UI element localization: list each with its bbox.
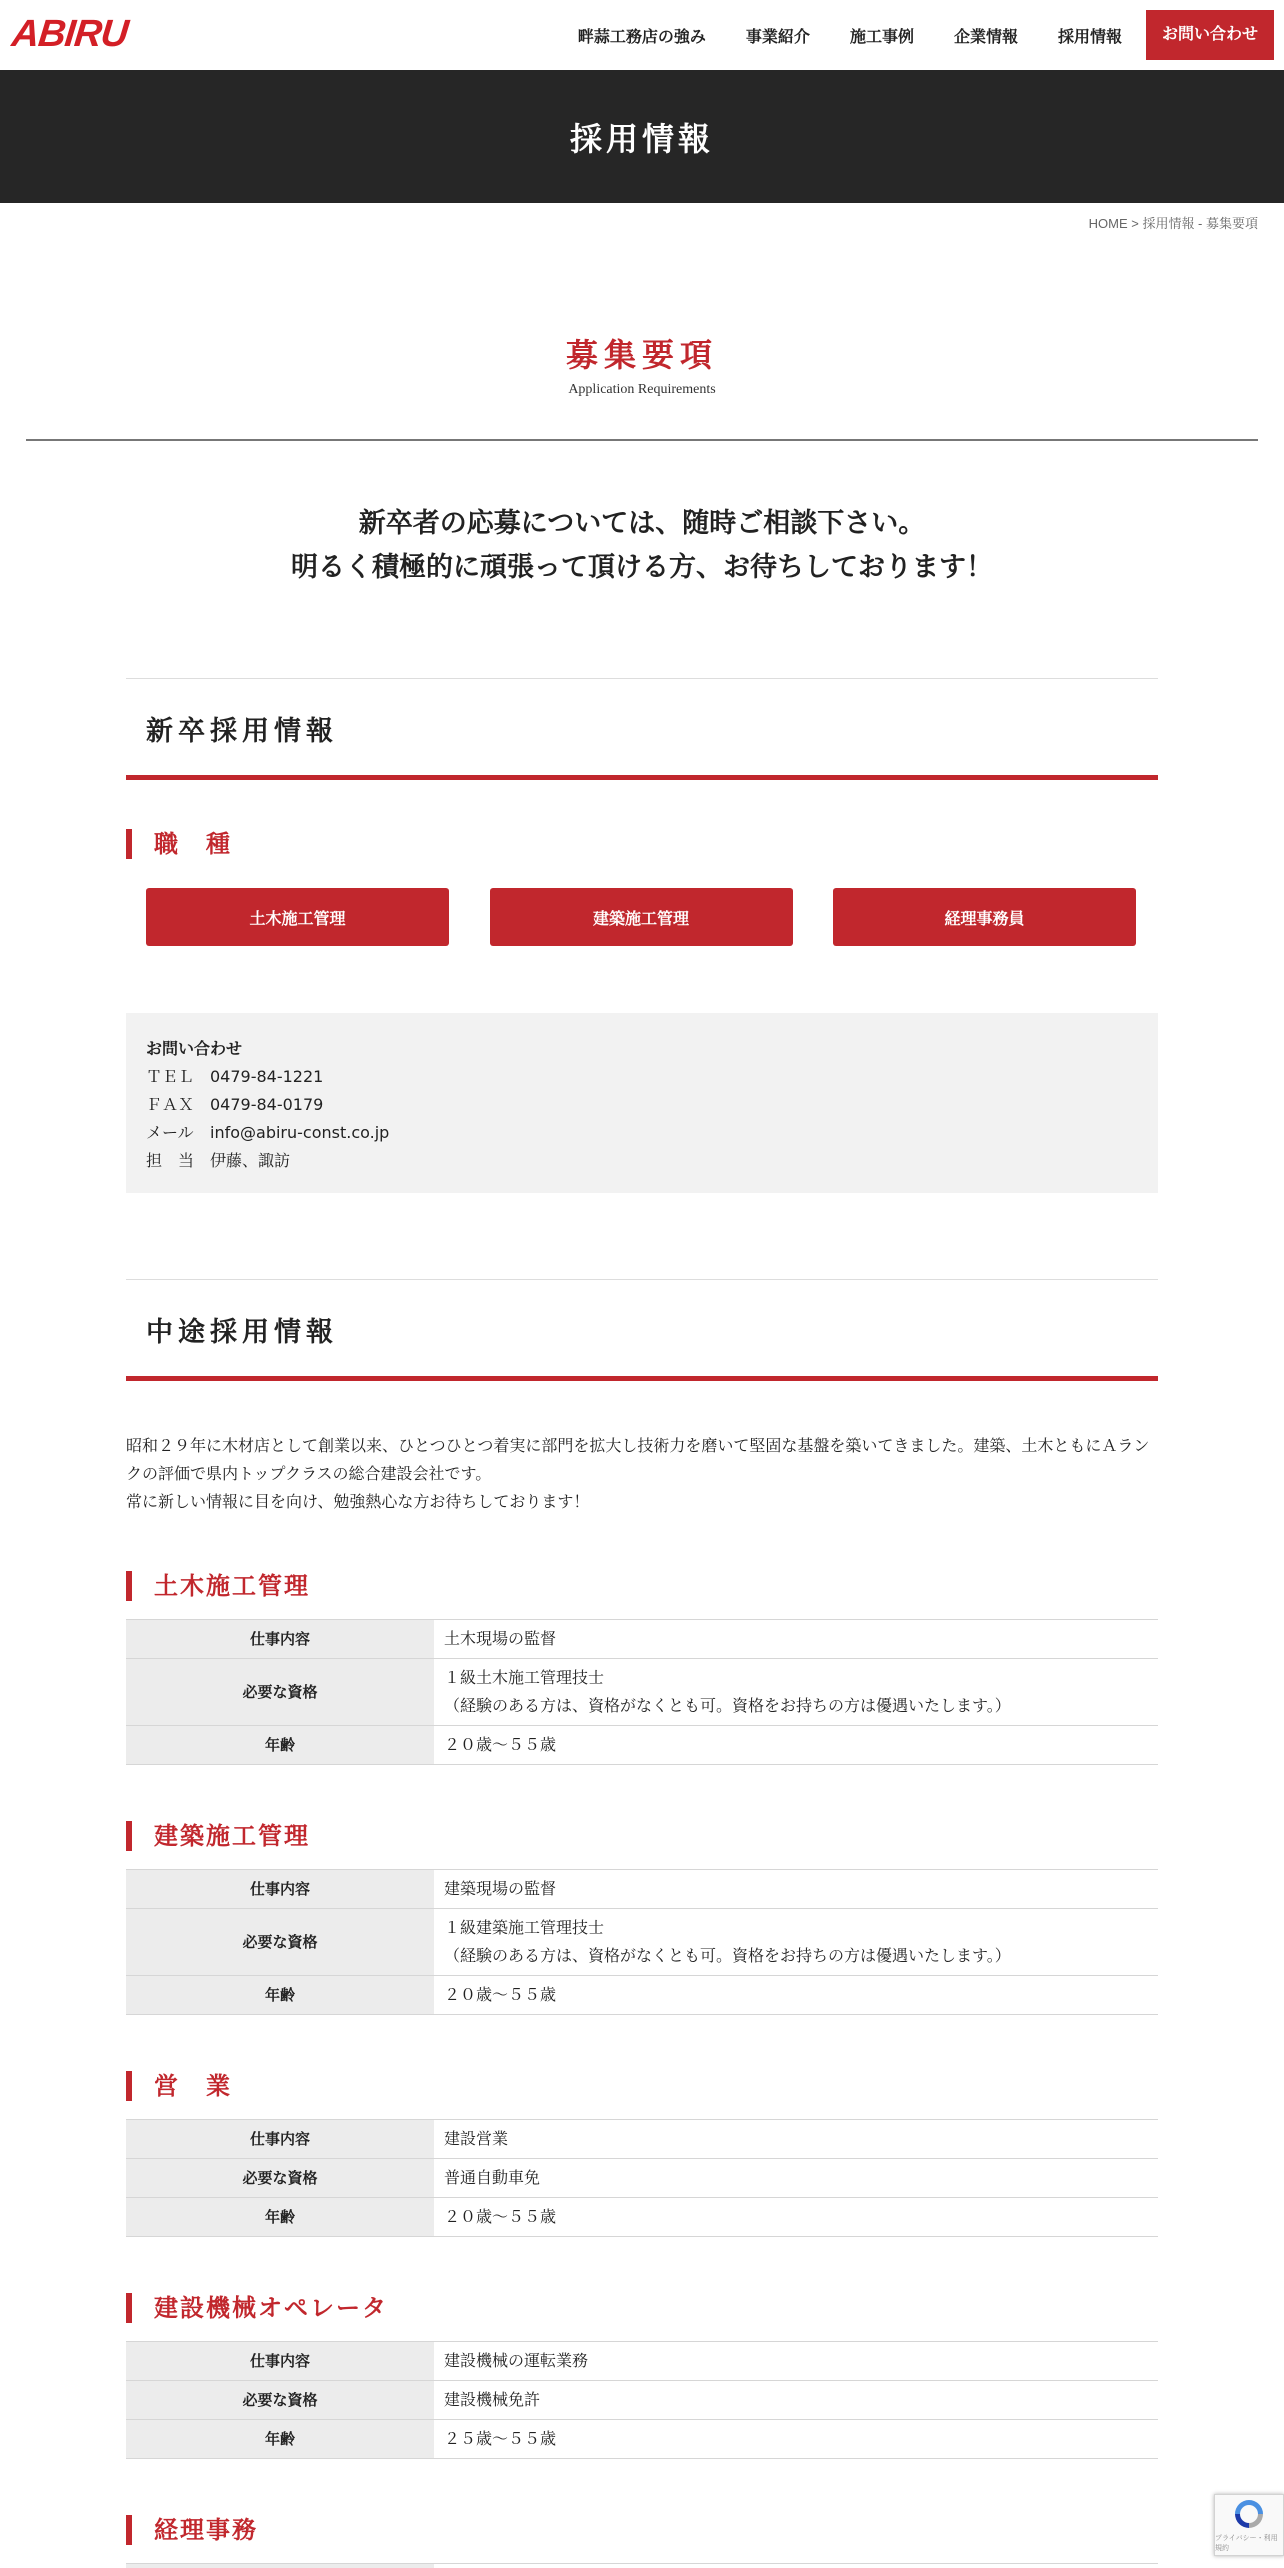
site-header (0, 0, 1284, 70)
section-divider (26, 439, 1258, 441)
position-heading-sales: 営 業 (126, 2071, 232, 2101)
contact-info-box (126, 1013, 1158, 1193)
table-row: 年齢 ２０歳〜５５歳 (126, 1726, 1158, 1765)
new-grad-heading: 新卒採用情報 (126, 678, 1158, 780)
requirements-table-building (126, 1869, 1158, 2015)
main-nav (538, 10, 1274, 60)
job-button-civil[interactable]: 土木施工管理 (146, 888, 449, 946)
table-row: 仕事内容 土木現場の監督 (126, 1620, 1158, 1659)
page-title: 採用情報 (569, 119, 714, 158)
contact-row-person: 担 当 伊藤、諏訪 (146, 1151, 291, 1170)
contact-row-tel: ＴＥＬ 0479-84-1221 (146, 1067, 324, 1086)
nav-item-business[interactable]: 事業紹介 (745, 28, 810, 46)
table-edge (126, 2563, 1158, 2568)
mid-career-intro: 昭和２９年に木材店として創業以来、ひとつひとつ着実に部門を拡大し技術力を磨いて堅固な基盤を築いてきました。建築、土木ともにＡランクの評価で県内トップクラスの総合建設会社です。 常に新しい情報に目を向け、勉強熱心な方お待ちしております！ (126, 1436, 1150, 1511)
requirements-table-sales (126, 2119, 1158, 2237)
nav-item-recruit[interactable]: 採用情報 (1057, 28, 1122, 46)
nav-item-strengths[interactable]: 畔蒜工務店の強み (577, 28, 706, 46)
nav-item-company[interactable]: 企業情報 (953, 28, 1018, 46)
table-row: 仕事内容 建築現場の監督 (126, 1870, 1158, 1909)
contact-email-link[interactable]: info@abiru-const.co.jp (210, 1123, 390, 1142)
section-title (0, 330, 1284, 398)
table-row: 年齢 ２０歳〜５５歳 (126, 2198, 1158, 2237)
position-heading-accounting: 経理事務 (126, 2515, 258, 2545)
table-row: 年齢 ２０歳〜５５歳 (126, 1976, 1158, 2015)
table-row: 仕事内容 建設営業 (126, 2120, 1158, 2159)
section-title-en: Application Requirements (568, 382, 716, 397)
table-row: 仕事内容 建設機械の運転業務 (126, 2342, 1158, 2381)
contact-row-mail: メール info@abiru-const.co.jp (146, 1119, 1138, 1147)
position-heading-operator: 建設機械オペレータ (126, 2293, 388, 2323)
lead-message (0, 502, 1284, 590)
breadcrumb: HOME > 採用情報 - 募集要項 (1088, 216, 1258, 231)
position-heading-civil: 土木施工管理 (126, 1571, 310, 1601)
lead-line-1: 新卒者の応募については、随時ご相談下さい。 (358, 508, 926, 539)
lead-line-2: 明るく積極的に頑張って頂ける方、お待ちしております！ (291, 552, 993, 583)
job-button-accounting[interactable]: 経理事務員 (833, 888, 1136, 946)
table-row: 必要な資格 １級建築施工管理技士 （経験のある方は、資格がなくとも可。資格をお持ちの方は優遇いたします。） (126, 1909, 1158, 1976)
site-logo[interactable]: ABIRU (9, 12, 130, 55)
recaptcha-icon (1232, 2497, 1266, 2531)
table-row: 年齢 ２５歳〜５５歳 (126, 2420, 1158, 2459)
table-row: 必要な資格 １級土木施工管理技士 （経験のある方は、資格がなくとも可。資格をお持ちの方は優遇いたします。） (126, 1659, 1158, 1726)
job-type-heading: 職 種 (126, 829, 232, 859)
section-title-jp: 募集要項 (565, 336, 718, 374)
contact-row-fax: ＦＡＸ 0479-84-0179 (146, 1095, 324, 1114)
requirements-table-operator (126, 2341, 1158, 2459)
nav-item-works[interactable]: 施工事例 (849, 28, 914, 46)
job-button-building[interactable]: 建築施工管理 (490, 888, 793, 946)
job-type-buttons (146, 888, 1136, 946)
recaptcha-badge[interactable]: プライバシー・利用規約 (1214, 2494, 1284, 2556)
page-hero (0, 70, 1284, 203)
requirements-table-civil (126, 1619, 1158, 1765)
position-heading-building: 建築施工管理 (126, 1821, 310, 1851)
contact-info-title: お問い合わせ (146, 1039, 243, 1058)
table-row: 必要な資格 普通自動車免 (126, 2159, 1158, 2198)
table-row: 必要な資格 建設機械免許 (126, 2381, 1158, 2420)
contact-button[interactable]: お問い合わせ (1146, 10, 1274, 60)
mid-career-heading: 中途採用情報 (126, 1279, 1158, 1381)
